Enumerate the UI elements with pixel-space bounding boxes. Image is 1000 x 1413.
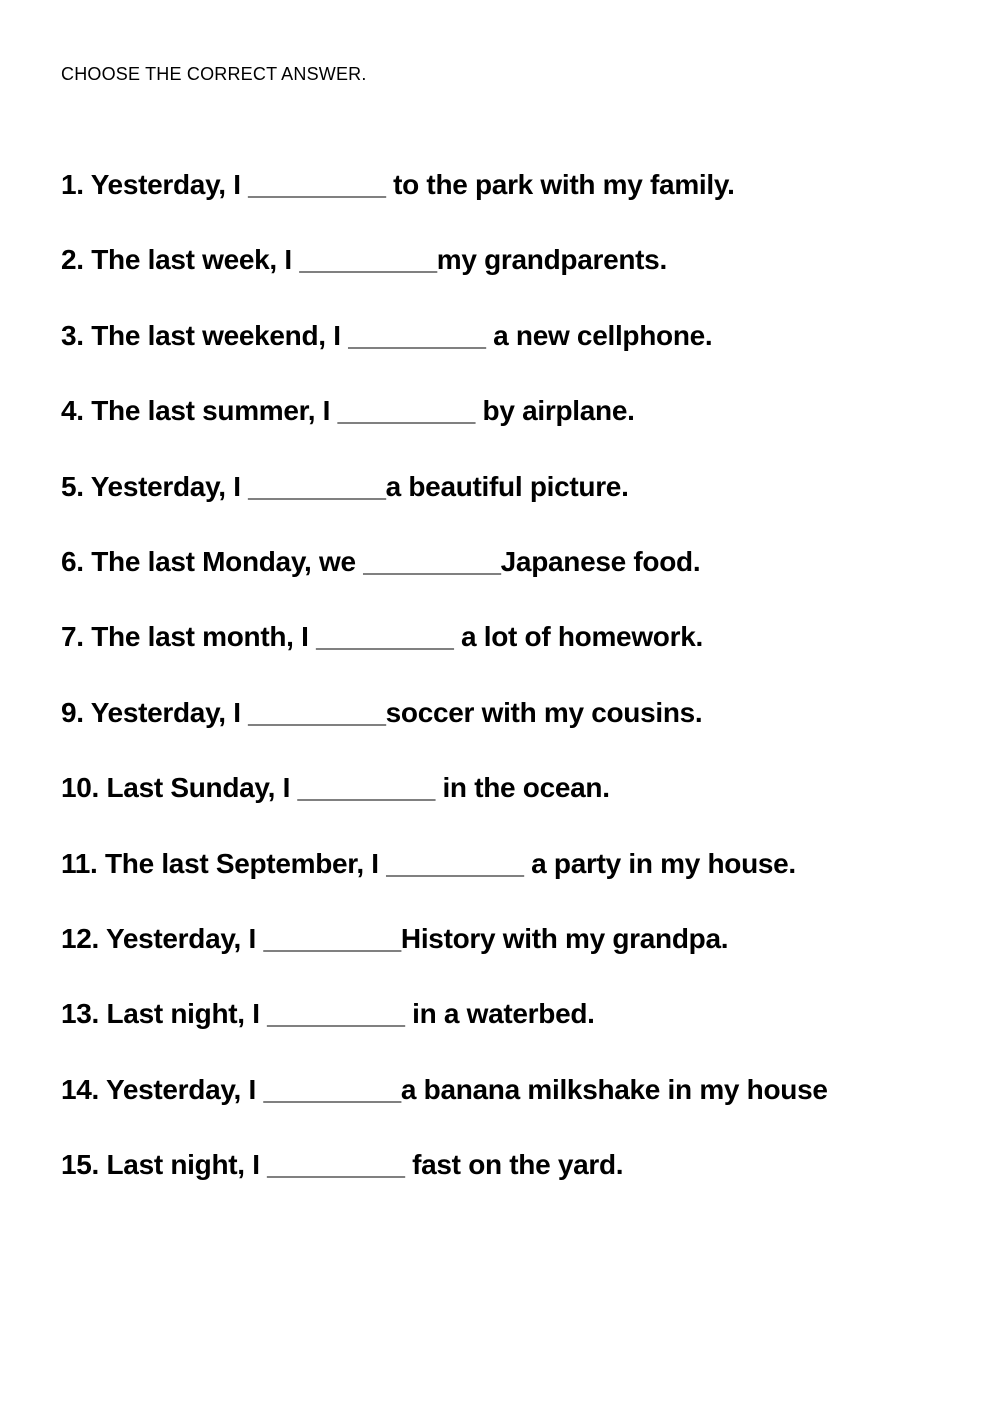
question-item: 2. The last week, I _________my grandparents. bbox=[61, 244, 667, 276]
question-item: 7. The last month, I _________ a lot of homework. bbox=[61, 621, 703, 653]
question-item: 5. Yesterday, I _________a beautiful picture. bbox=[61, 470, 629, 502]
question-item: 14. Yesterday, I _________a banana milkshake in my house bbox=[61, 1073, 828, 1105]
question-item: 6. The last Monday, we _________Japanese food. bbox=[61, 545, 701, 577]
question-item: 12. Yesterday, I _________History with my grandpa. bbox=[61, 922, 729, 954]
question-list bbox=[61, 160, 961, 1215]
question-item: 3. The last weekend, I _________ a new cellphone. bbox=[61, 319, 713, 351]
question-item: 4. The last summer, I _________ by airplane. bbox=[61, 395, 635, 427]
question-item: 1. Yesterday, I _________ to the park with my family. bbox=[61, 169, 735, 200]
question-item: 9. Yesterday, I _________soccer with my cousins. bbox=[61, 696, 703, 728]
question-item: 10. Last Sunday, I _________ in the ocean. bbox=[61, 772, 610, 804]
question-item: 11. The last September, I _________ a party in my house. bbox=[61, 847, 796, 879]
instruction-text: CHOOSE THE CORRECT ANSWER. bbox=[61, 64, 367, 84]
question-item: 13. Last night, I _________ in a waterbed. bbox=[61, 998, 595, 1030]
question-item: 15. Last night, I _________ fast on the yard. bbox=[61, 1149, 624, 1181]
